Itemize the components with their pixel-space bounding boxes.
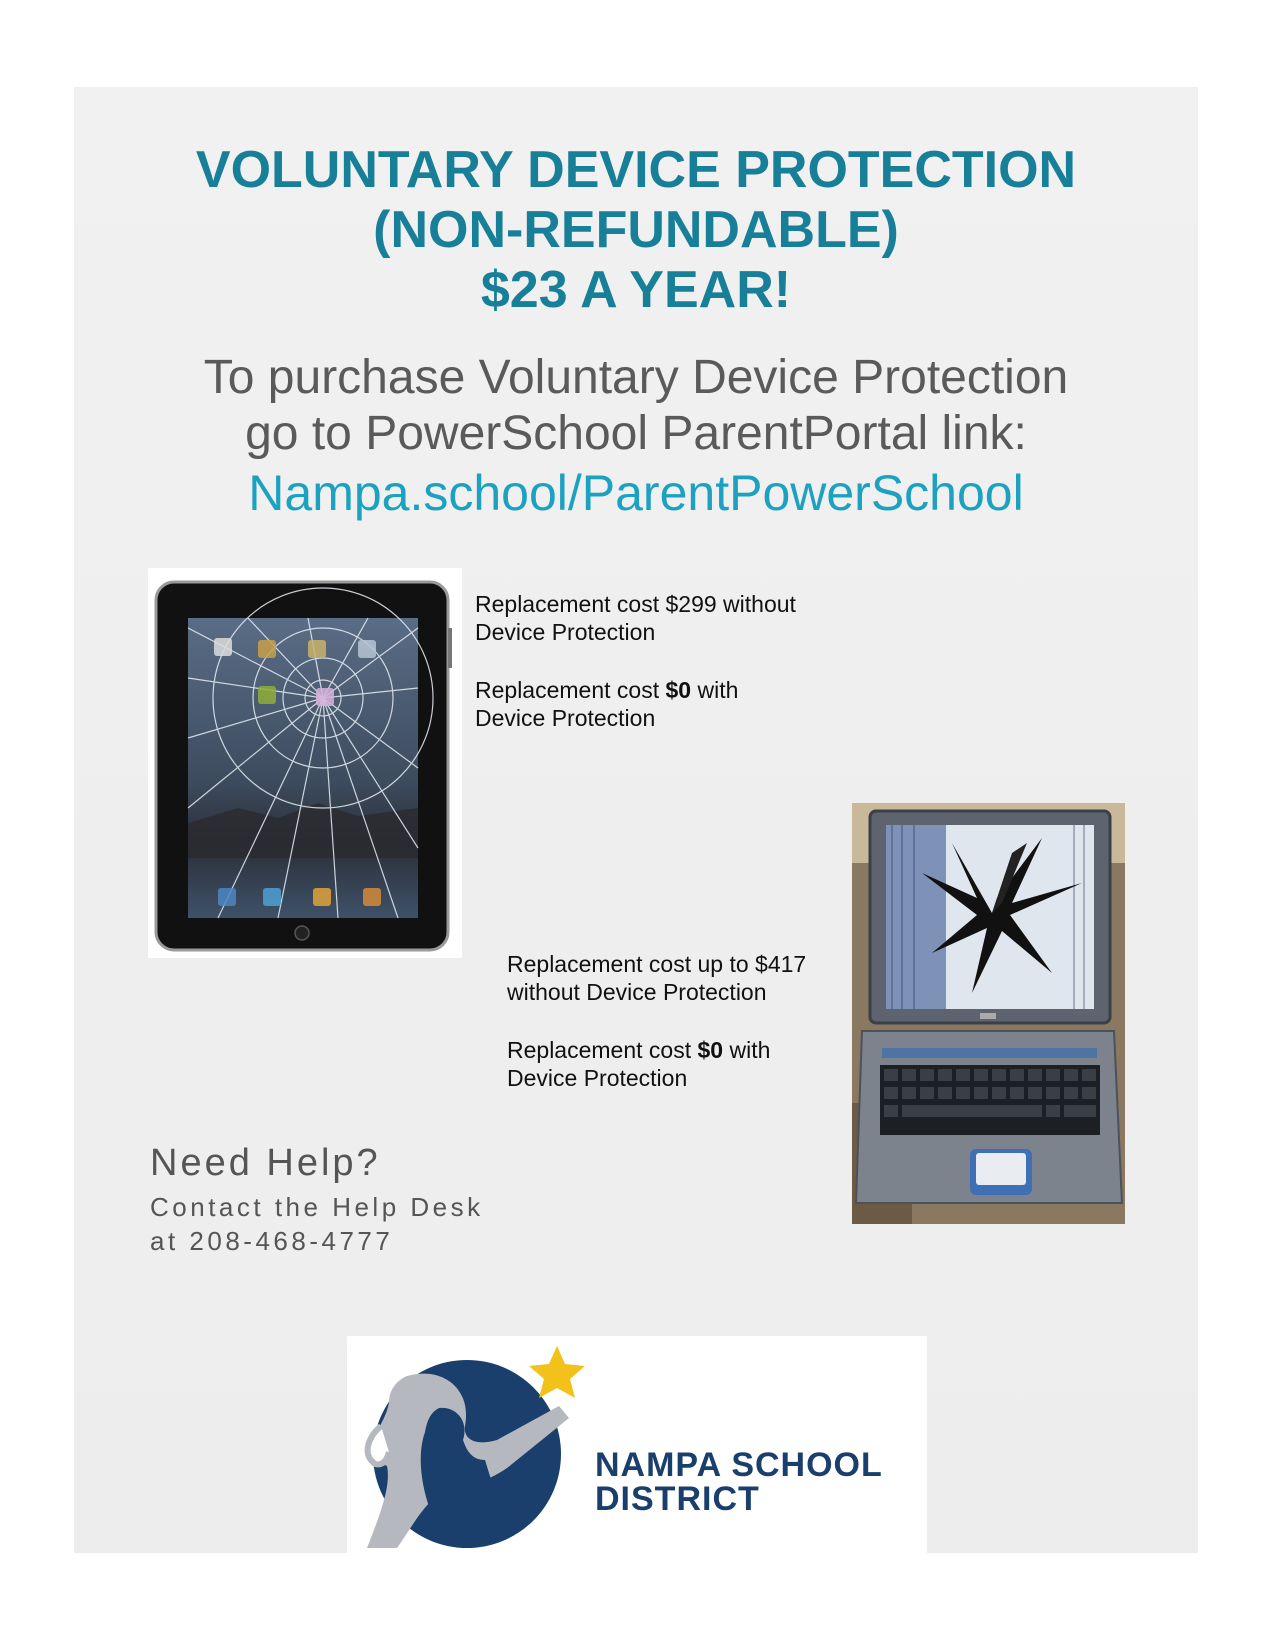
logo-text-line-2: DISTRICT — [595, 1480, 760, 1518]
parent-portal-link[interactable]: Nampa.school/ParentPowerSchool — [248, 465, 1024, 521]
ipad-cost-without-line-1: Replacement cost $299 without — [475, 591, 796, 617]
ipad-cost-without-line-2: Device Protection — [475, 619, 656, 645]
laptop-cost-with-amount: $0 — [697, 1037, 724, 1063]
ipad-cost-with — [475, 676, 738, 732]
help-desk-phone[interactable]: at 208-468-4777 — [150, 1226, 394, 1256]
help-desk-line: Contact the Help Desk — [150, 1192, 484, 1222]
ipad-cost-with-amount: $0 — [665, 677, 692, 703]
laptop-cost-without-line-1: Replacement cost up to $417 — [507, 951, 807, 977]
ipad-cost-without — [475, 590, 796, 646]
laptop-cost-without — [507, 950, 806, 1006]
ipad-cost-with-prefix: Replacement cost — [475, 677, 666, 703]
nampa-school-district-logo — [347, 1336, 927, 1554]
headline-line-1: VOLUNTARY DEVICE PROTECTION — [195, 141, 1077, 199]
help-title: Need Help? — [150, 1142, 381, 1184]
laptop-cost-with-suffix: with — [723, 1037, 771, 1063]
headline-price: $23 A YEAR! — [480, 261, 792, 319]
instructions-line-1: To purchase Voluntary Device Protection — [203, 351, 1069, 404]
laptop-cost-with-line-2: Device Protection — [507, 1065, 688, 1091]
cracked-laptop-photo — [852, 803, 1125, 1224]
laptop-cost-without-line-2: without Device Protection — [507, 979, 767, 1005]
logo-text-line-1: NAMPA SCHOOL — [595, 1446, 883, 1484]
ipad-cost-with-suffix: with — [691, 677, 739, 703]
laptop-cost-with-prefix: Replacement cost — [507, 1037, 698, 1063]
ipad-cost-with-line-2: Device Protection — [475, 705, 656, 731]
cracked-ipad-photo — [148, 568, 462, 958]
laptop-cost-with — [507, 1036, 770, 1092]
instructions-line-2: go to PowerSchool ParentPortal link: — [245, 407, 1027, 460]
headline-line-2: (NON-REFUNDABLE) — [373, 201, 899, 259]
